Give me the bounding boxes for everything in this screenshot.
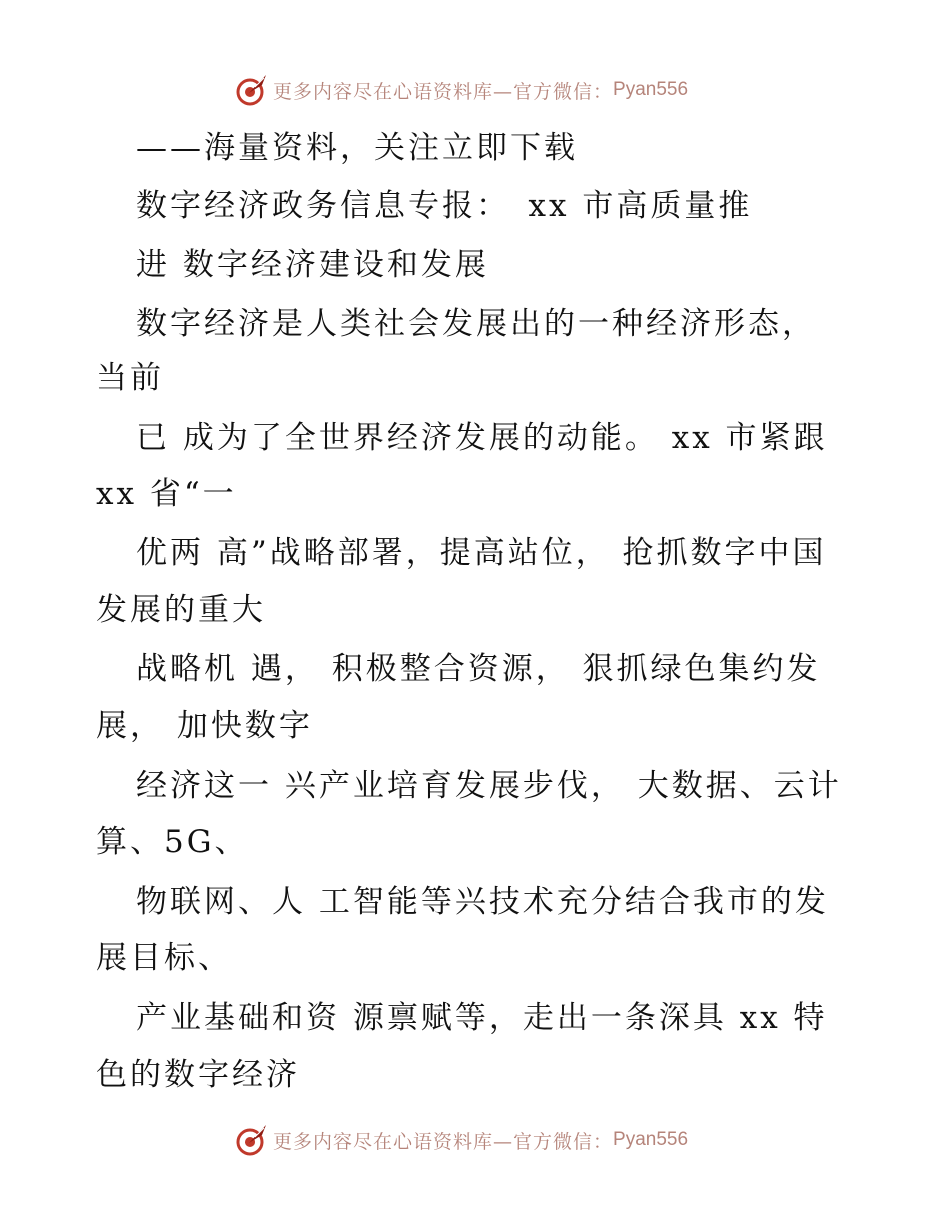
document-line: xx 省“一 bbox=[96, 476, 237, 512]
document-line: ——海量资料，关注立即下载 bbox=[136, 130, 578, 166]
footer-watermark-banner bbox=[235, 1120, 688, 1160]
document-line: 展目标、 bbox=[96, 940, 232, 976]
document-line: 经济这一 兴产业培育发展步伐， 大数据、云计 bbox=[136, 768, 842, 804]
document-line: 物联网、人 工智能等兴技术充分结合我市的发 bbox=[136, 884, 829, 920]
document-line: 算、5G、 bbox=[96, 824, 249, 860]
document-line: 展， 加快数字 bbox=[96, 708, 313, 744]
document-line: 发展的重大 bbox=[96, 592, 266, 628]
watermark-wechat-id: Pyan556 bbox=[613, 1129, 689, 1150]
document-line: 数字经济是人类社会发展出的一种经济形态， bbox=[136, 306, 816, 342]
document-line: 当前 bbox=[96, 360, 164, 396]
quill-logo-icon bbox=[235, 73, 269, 107]
watermark-text: 更多内容尽在心语资料库—官方微信： bbox=[273, 80, 614, 103]
document-line: 已 成为了全世界经济发展的动能。 xx 市紧跟 bbox=[136, 420, 828, 456]
watermark-wechat-id: Pyan556 bbox=[613, 79, 689, 100]
quill-logo-icon bbox=[235, 1123, 269, 1157]
document-title-line: 数字经济政务信息专报： xx 市高质量推 bbox=[136, 188, 753, 224]
watermark-text: 更多内容尽在心语资料库—官方微信： bbox=[273, 1130, 614, 1153]
document-line: 产业基础和资 源禀赋等，走出一条深具 xx 特 bbox=[136, 1000, 828, 1036]
header-watermark-banner bbox=[235, 70, 688, 110]
document-line: 色的数字经济 bbox=[96, 1057, 300, 1093]
document-title-line: 进 数字经济建设和发展 bbox=[136, 247, 489, 283]
document-line: 优两 高”战略部署，提高站位， 抢抓数字中国 bbox=[136, 535, 827, 571]
document-line: 战略机 遇， 积极整合资源， 狠抓绿色集约发 bbox=[136, 651, 821, 687]
